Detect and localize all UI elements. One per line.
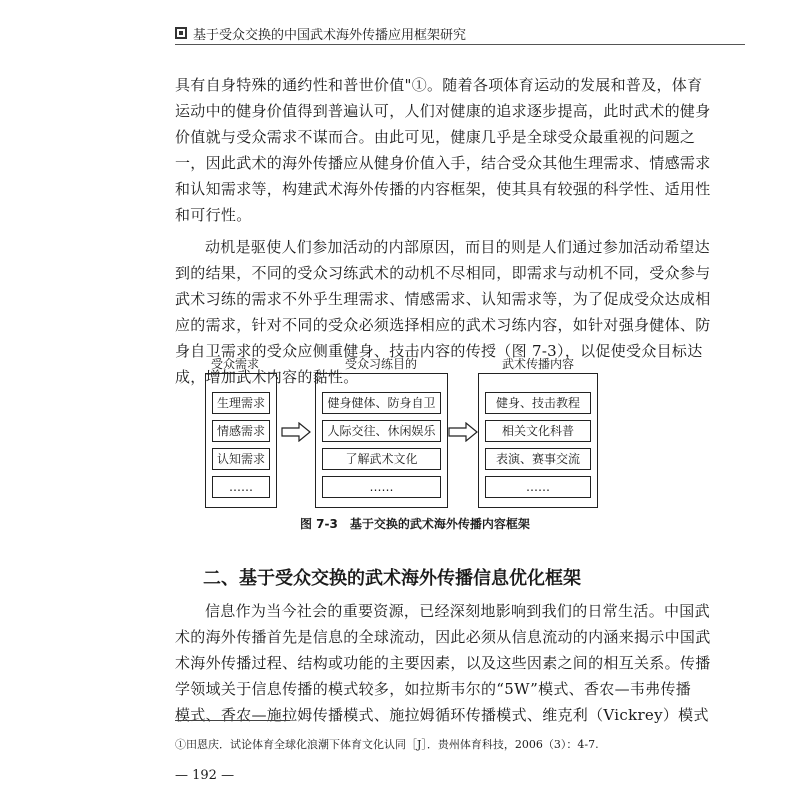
paragraph-3 bbox=[175, 598, 745, 728]
figure-cell: 人际交往、休闲娱乐 bbox=[322, 420, 441, 442]
header-rule bbox=[175, 44, 745, 45]
section-heading: 二、基于受众交换的武术海外传播信息优化框架 bbox=[203, 568, 581, 589]
page-number: — 192 — bbox=[175, 768, 235, 783]
running-header bbox=[175, 22, 745, 46]
figure-col1-title: 受众需求 bbox=[211, 357, 260, 371]
figure-cell: 认知需求 bbox=[212, 448, 270, 470]
text-line: 一，因此武术的海外传播应从健身价值入手，结合受众其他生理需求、情感需求 bbox=[175, 154, 711, 172]
figure-panel-content bbox=[478, 373, 598, 508]
figure-panel-needs bbox=[205, 373, 277, 508]
text-line: 信息作为当今社会的重要资源，已经深刻地影响到我们的日常生活。中国武 bbox=[205, 602, 710, 620]
figure-col3-title: 武术传播内容 bbox=[502, 357, 575, 371]
text-line: 具有自身特殊的通约性和普世价值"①。随着各项体育运动的发展和普及，体育 bbox=[175, 76, 703, 94]
paragraph-1 bbox=[175, 72, 745, 228]
figure-cell: 表演、赛事交流 bbox=[485, 448, 591, 470]
figure-cell: 了解武术文化 bbox=[322, 448, 441, 470]
figure-7-3 bbox=[195, 355, 625, 540]
text-line: 术的海外传播首先是信息的全球流动，因此必须从信息流动的内涵来揭示中国武 bbox=[175, 628, 711, 646]
text-line: 运动中的健身价值得到普遍认可，人们对健康的追求逐步提高，此时武术的健身 bbox=[175, 102, 711, 120]
text-line: 和认知需求等，构建武术海外传播的内容框架，使其具有较强的科学性、适用性 bbox=[175, 180, 711, 198]
text-line: 武术习练的需求不外乎生理需求、情感需求、认知需求等，为了促成受众达成相 bbox=[175, 290, 711, 308]
figure-cell: 健身、技击教程 bbox=[485, 392, 591, 414]
text-line: 价值就与受众需求不谋而合。由此可见，健康几乎是全球受众最重视的问题之 bbox=[175, 128, 696, 146]
figure-cell: 相关文化科普 bbox=[485, 420, 591, 442]
arrow-right-icon bbox=[448, 422, 478, 442]
text-line: 术海外传播过程、结构或功能的主要因素，以及这些因素之间的相互关系。传播 bbox=[175, 654, 711, 672]
arrow-right-icon bbox=[281, 422, 311, 442]
text-line: 模式、香农—施拉姆传播模式、施拉姆循环传播模式、维克利（Vickrey）模式 bbox=[175, 706, 709, 724]
figure-cell: …… bbox=[322, 476, 441, 498]
figure-panel-purposes bbox=[315, 373, 448, 508]
text-line: 到的结果，不同的受众习练武术的动机不尽相同，即需求与动机不同，受众参与 bbox=[175, 264, 711, 282]
figure-cell: 生理需求 bbox=[212, 392, 270, 414]
figure-cell: …… bbox=[212, 476, 270, 498]
figure-cell: 情感需求 bbox=[212, 420, 270, 442]
text-line: 身自卫需求的受众应侧重健身、技击内容的传授（图 7-3），以促使受众目标达 bbox=[175, 342, 703, 360]
figure-cell: 健身健体、防身自卫 bbox=[322, 392, 441, 414]
figure-caption: 图 7-3 基于交换的武术海外传播内容框架 bbox=[300, 517, 530, 531]
running-header-title: 基于受众交换的中国武术海外传播应用框架研究 bbox=[193, 28, 467, 43]
figure-col2-title: 受众习练目的 bbox=[345, 357, 418, 371]
footnote-rule bbox=[175, 720, 290, 721]
text-line: 和可行性。 bbox=[175, 206, 252, 224]
text-line: 应的需求，针对不同的受众必须选择相应的武术习练内容，如针对强身健体、防 bbox=[175, 316, 711, 334]
figure-cell: …… bbox=[485, 476, 591, 498]
header-square-icon bbox=[175, 27, 187, 39]
text-line: 成，增加武术内容的黏性。 bbox=[175, 368, 359, 386]
text-line: 动机是驱使人们参加活动的内部原因，而目的则是人们通过参加活动希望达 bbox=[205, 238, 710, 256]
footnote: ①田恩庆．试论体育全球化浪潮下体育文化认同［J］．贵州体育科技，2006（3）：4-7. bbox=[175, 738, 599, 751]
text-line: 学领域关于信息传播的模式较多，如拉斯韦尔的“5W”模式、香农—韦弗传播 bbox=[175, 680, 692, 698]
